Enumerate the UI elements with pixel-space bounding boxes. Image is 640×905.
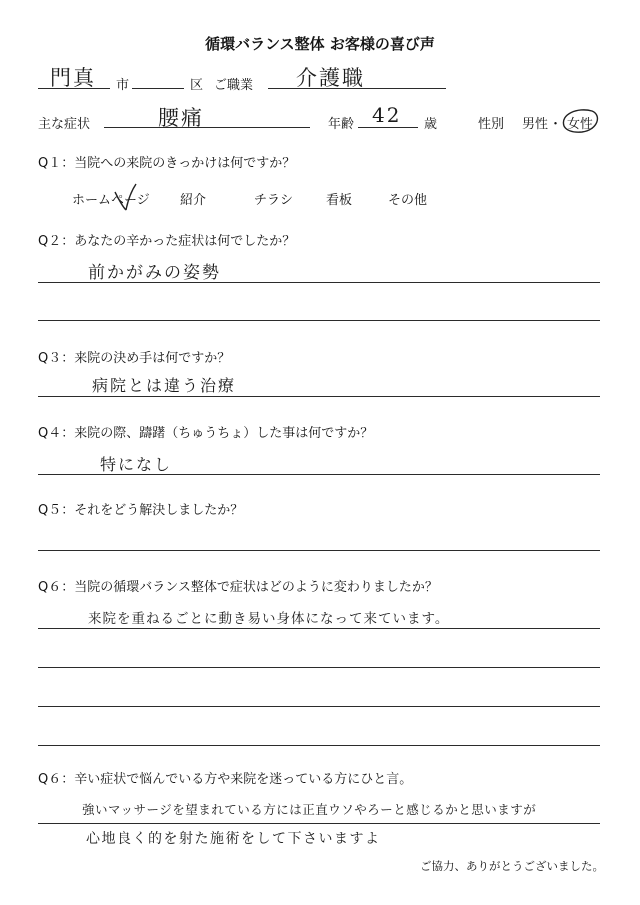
q2-answer-rule-2 xyxy=(38,320,600,321)
occupation-underline xyxy=(268,88,446,89)
ward-label: 区 xyxy=(190,78,204,93)
gender-selection-circle xyxy=(558,106,602,136)
question-2-label: Q２：あなたの辛かった症状は何でしたか？ xyxy=(38,234,296,249)
q6-answer-rule-3 xyxy=(38,706,600,707)
q7-answer-line-1: 強いマッサージを望まれている方には正直ウソやろーと感じるかと思いますが xyxy=(82,802,537,817)
q1-option-referral[interactable]: 紹介 xyxy=(180,193,207,208)
question-4-label: Q４：来院の際、躊躇（ちゅうちょ）した事は何ですか？ xyxy=(38,426,374,441)
question-3-label: Q３：来院の決め手は何ですか？ xyxy=(38,351,231,366)
q1-option-signboard[interactable]: 看板 xyxy=(326,193,353,208)
symptom-label: 主な症状 xyxy=(38,117,91,132)
q1-option-other[interactable]: その他 xyxy=(388,193,428,208)
q6-answer-rule-4 xyxy=(38,745,600,746)
gender-label: 性別 xyxy=(478,117,505,132)
gender-separator: ・ xyxy=(549,117,563,132)
occupation-value: 介護職 xyxy=(296,66,365,90)
q1-option-flyer[interactable]: チラシ xyxy=(254,193,294,208)
gender-male[interactable]: 男性 xyxy=(522,117,549,132)
symptom-value: 腰痛 xyxy=(158,106,204,130)
q2-answer-rule-1 xyxy=(38,282,600,283)
q6-answer-line-1: 来院を重ねるごとに動き易い身体になって来ています。 xyxy=(88,611,450,627)
q1-option-homepage[interactable]: ホームページ xyxy=(72,193,150,208)
age-value: 42 xyxy=(372,103,402,127)
ward-underline xyxy=(132,88,184,89)
q6-answer-rule-1 xyxy=(38,628,600,629)
question-1-label: Q１：当院への来院のきっかけは何ですか？ xyxy=(38,156,296,171)
question-7-label: Q６：辛い症状で悩んでいる方や来院を迷っている方にひと言。 xyxy=(38,772,413,787)
q6-answer-rule-2 xyxy=(38,667,600,668)
age-label: 年齢 xyxy=(328,117,355,132)
q1-selection-check xyxy=(112,182,138,212)
q7-answer-line-2: 心地良く的を射た施術をして下さいますよ xyxy=(86,831,381,847)
q7-answer-rule-1 xyxy=(38,823,600,824)
symptom-underline xyxy=(104,127,310,128)
q3-answer-line-1: 病院とは違う治療 xyxy=(92,376,237,395)
question-6-label: Q６：当院の循環バランス整体で症状はどのように変わりましたか？ xyxy=(38,580,438,595)
q5-answer-rule-1 xyxy=(38,550,600,551)
form-title: 循環バランス整体 お客様の喜び声 xyxy=(205,35,435,53)
q2-answer-line-1: 前かがみの姿勢 xyxy=(88,263,221,283)
q3-answer-rule-1 xyxy=(38,396,600,397)
footer-thanks: ご協力、ありがとうございました。 xyxy=(420,859,604,873)
city-value: 門真 xyxy=(50,66,96,90)
question-5-label: Q５：それをどう解決しましたか？ xyxy=(38,503,244,518)
city-label: 市 xyxy=(116,78,130,93)
q4-answer-rule-1 xyxy=(38,474,600,475)
city-underline xyxy=(38,88,110,89)
age-underline xyxy=(358,127,418,128)
occupation-label: ご職業 xyxy=(214,78,254,93)
gender-female[interactable]: 女性 xyxy=(567,117,594,132)
age-unit: 歳 xyxy=(424,117,438,132)
q4-answer-line-1: 特になし xyxy=(100,455,173,474)
